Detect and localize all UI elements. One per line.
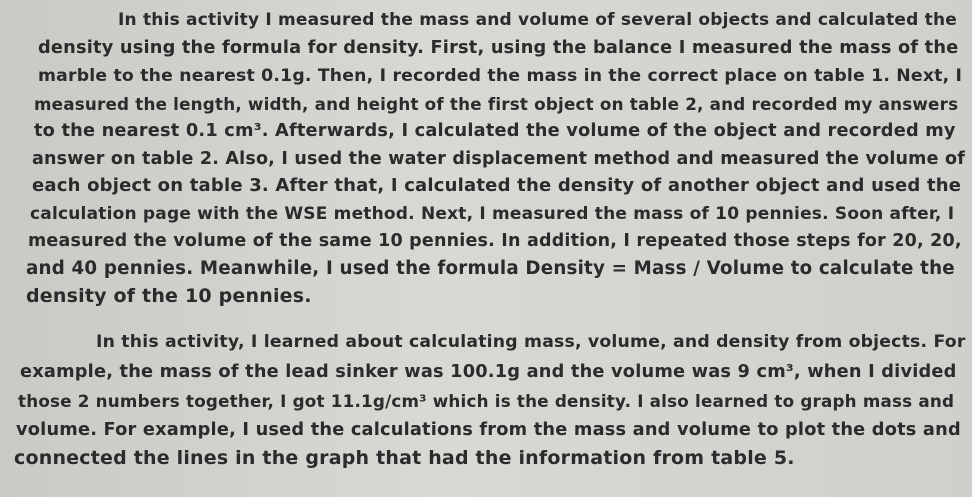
text-line: In this activity, I learned about calculating mass, volume, and density from objects. For [96,332,966,352]
text-line: connected the lines in the graph that had the information from table 5. [14,447,795,469]
text-line: density using the formula for density. First, using the balance I measured the mass of the [38,38,959,58]
text-line: answer on table 2. Also, I used the water displacement method and measured the volume of [32,149,966,169]
text-line: those 2 numbers together, I got 11.1g/cm³ which is the density. I also learned to graph mass and [18,391,955,411]
text-line: density of the 10 pennies. [26,285,312,307]
text-line: volume. For example, I used the calculations from the mass and volume to plot the dots and [16,420,961,440]
text-line: In this activity I measured the mass and volume of several objects and calculated the [118,10,958,30]
text-line: marble to the nearest 0.1g. Then, I recorded the mass in the correct place on table 1. Next, I [38,66,963,86]
text-line: to the nearest 0.1 cm³. Afterwards, I calculated the volume of the object and recorded my [34,121,956,141]
text-line: measured the volume of the same 10 pennies. In addition, I repeated those steps for 20, 20, [28,231,962,251]
text-line: example, the mass of the lead sinker was 100.1g and the volume was 9 cm³, when I divided [20,362,957,382]
text-line: and 40 pennies. Meanwhile, I used the formula Density = Mass / Volume to calculate the [26,258,955,279]
text-line: each object on table 3. After that, I calculated the density of another object and used the [32,175,962,196]
text-line: calculation page with the WSE method. Next, I measured the mass of 10 pennies. Soon after, I [30,204,955,224]
text-line: measured the length, width, and height of the first object on table 2, and recorded my answers [34,94,959,114]
